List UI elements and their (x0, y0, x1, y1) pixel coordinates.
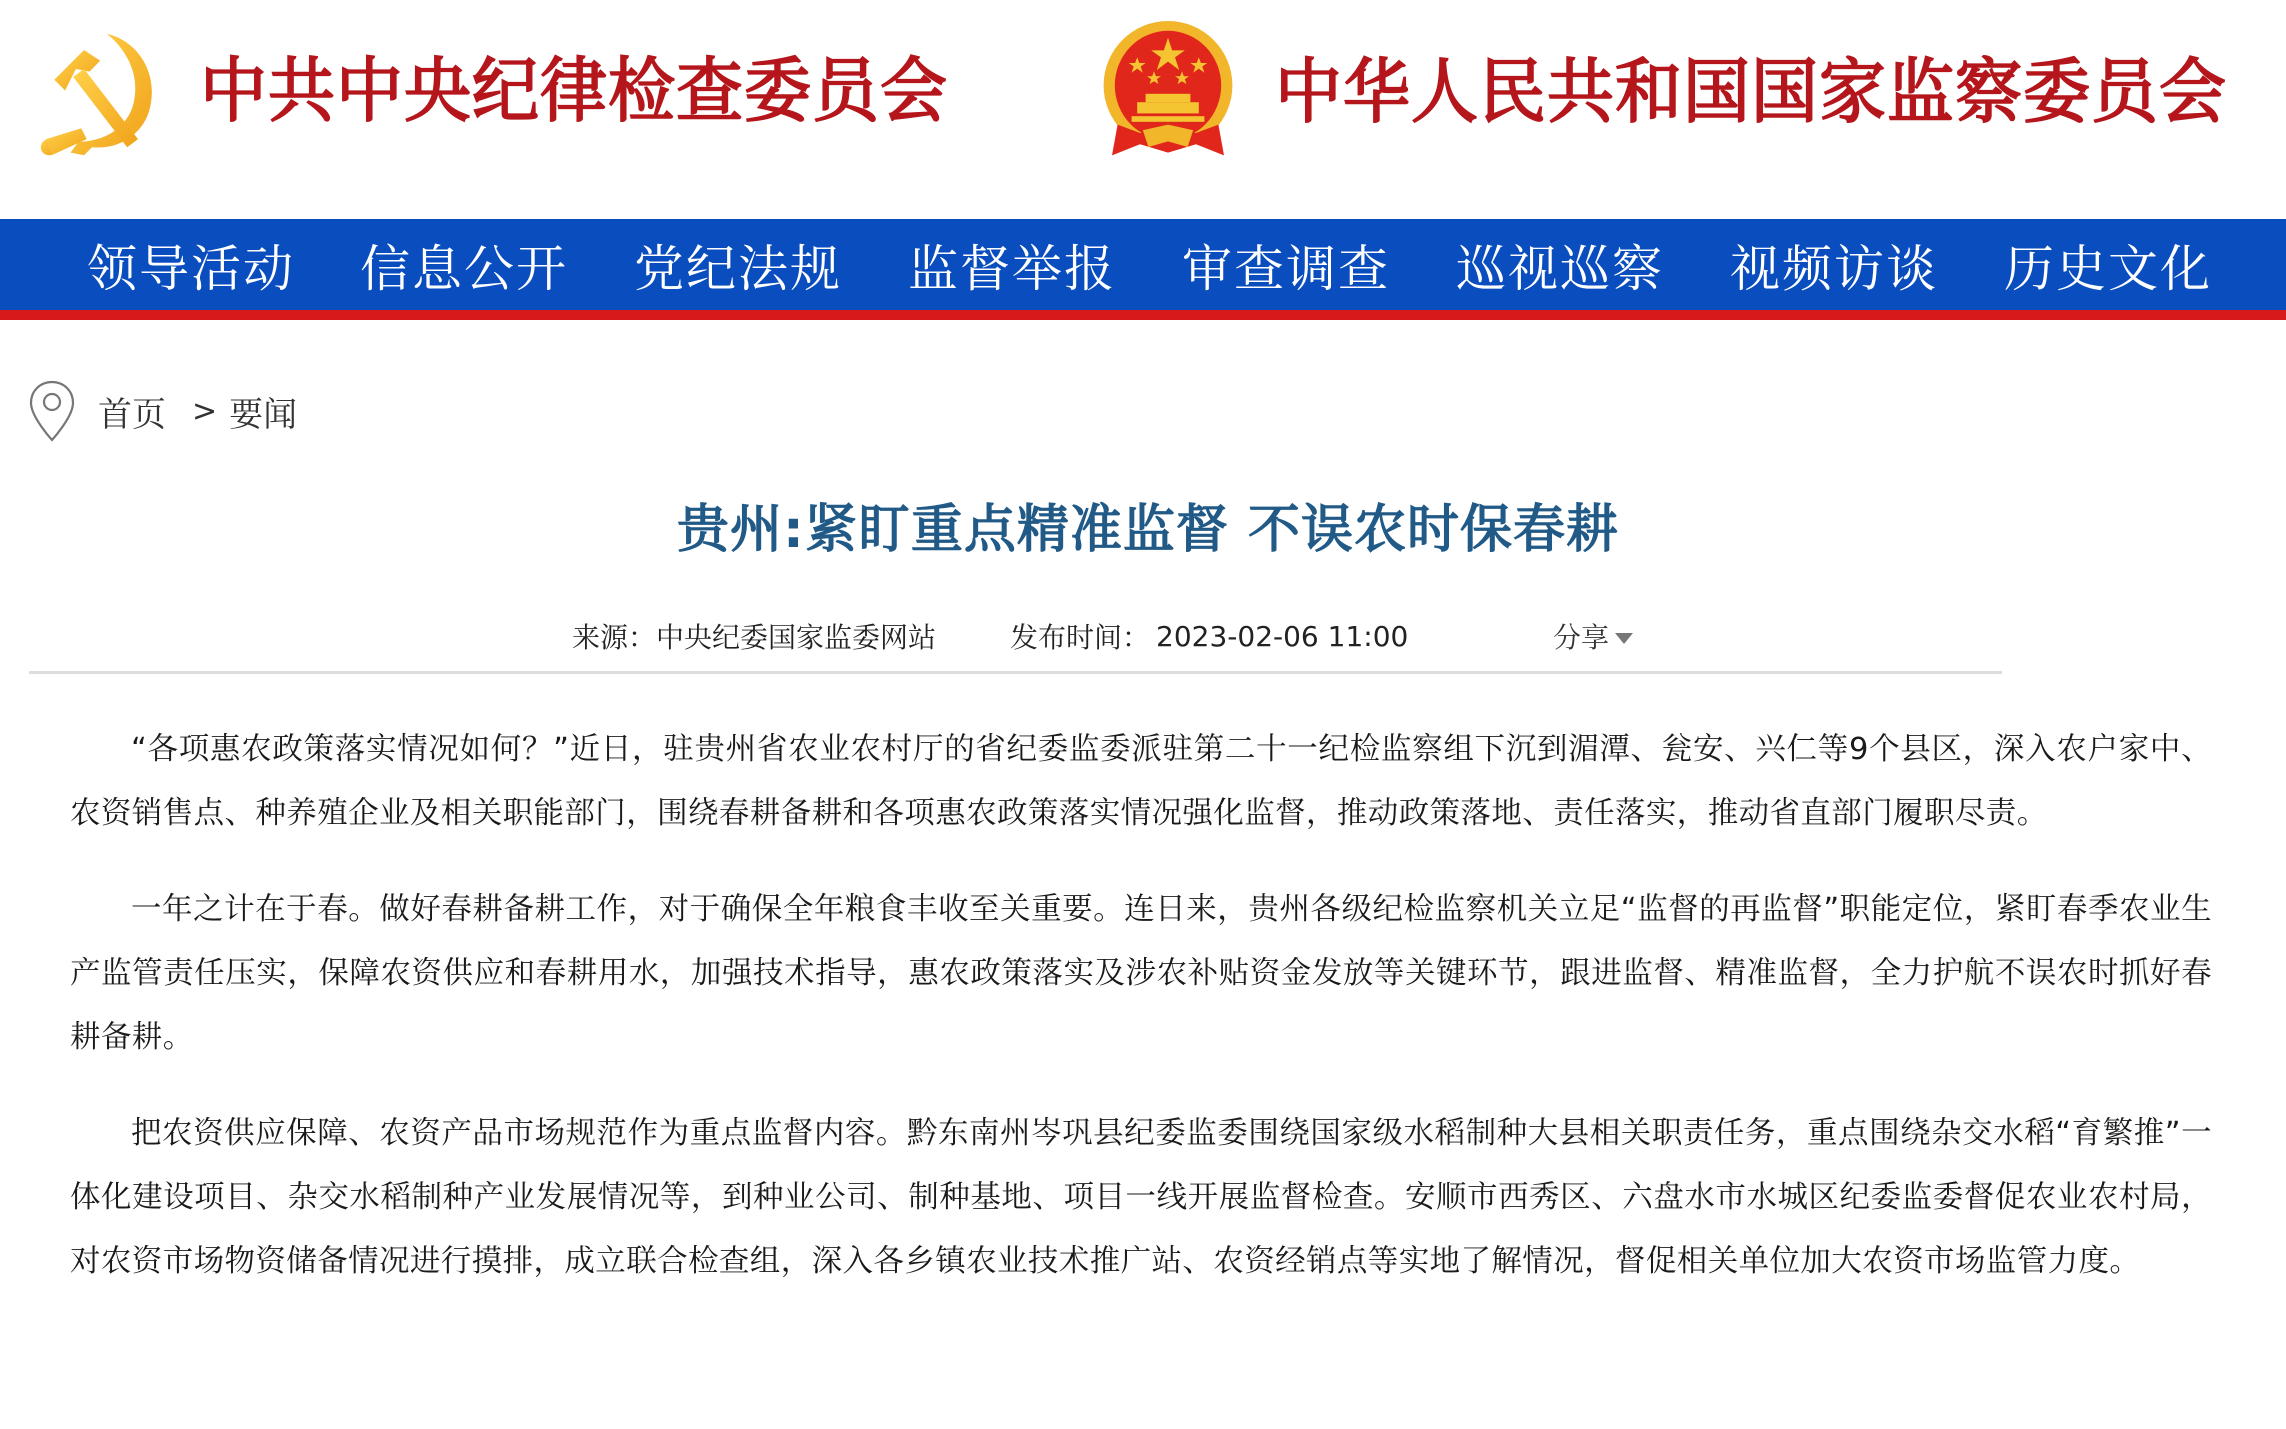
ccdi-brand[interactable] (30, 20, 948, 160)
breadcrumb (28, 378, 297, 444)
nsc-title: 中华人民共和国国家监察委员会 (1275, 49, 2227, 133)
breadcrumb-news[interactable]: 要闻 (229, 394, 298, 435)
nav-item-video[interactable]: 视频访谈 (1730, 239, 1938, 298)
main-nav (0, 219, 2286, 310)
nav-item-investigation[interactable]: 审查调查 (1182, 239, 1390, 298)
ccdi-title: 中共中央纪律检查委员会 (200, 48, 948, 132)
article-body (70, 718, 2212, 1326)
header-divider (29, 671, 2002, 674)
nsc-brand[interactable] (1098, 18, 2227, 164)
party-emblem-icon (30, 23, 165, 158)
site-header (0, 0, 2286, 219)
nav-accent-bar (0, 310, 2286, 320)
article-source (572, 614, 936, 658)
location-pin-icon (28, 380, 76, 442)
date-value: 2023-02-06 11:00 (1156, 619, 1409, 653)
caret-down-icon (1615, 633, 1633, 644)
nav-item-regulations[interactable]: 党纪法规 (634, 239, 842, 298)
paragraph: 把农资供应保障、农资产品市场规范作为重点监督内容。黔东南州岑巩县纪委监委围绕国家级水稻制种大县相关职责任务，重点围绕杂交水稻“育繁推”一体化建设项目、杂交水稻制种产业发展情况等，到种业公司、制种基地、项目一线开展监督检查。安顺市西秀区、六盘水市水城区纪委监委督促农业农村局，对农资市场物资储备情况进行摸排，成立联合检查组，深入各乡镇农业技术推广站、农资经销点等实地了解情况，督促相关单位加大农资市场监管力度。 (70, 1116, 2212, 1279)
paragraph: 一年之计在于春。做好春耕备耕工作，对于确保全年粮食丰收至关重要。连日来，贵州各级纪检监察机关立足“监督的再监督”职能定位，紧盯春季农业生产监管责任压实，保障农资供应和春耕用水，加强技术指导，惠农政策落实及涉农补贴资金发放等关键环节，跟进监督、精准监督，全力护航不误农时抓好春耕备耕。 (70, 892, 2212, 1055)
nav-item-leadership[interactable]: 领导活动 (87, 239, 295, 298)
nav-item-report[interactable]: 监督举报 (908, 239, 1116, 298)
breadcrumb-separator: > (192, 393, 218, 429)
share-button[interactable] (1553, 614, 1633, 658)
nav-item-info-disclosure[interactable]: 信息公开 (360, 239, 568, 298)
nav-item-inspection[interactable]: 巡视巡察 (1456, 239, 1664, 298)
source-value: 中央纪委国家监委网站 (656, 621, 937, 654)
source-label: 来源： (572, 621, 657, 654)
share-label: 分享 (1553, 621, 1610, 654)
article-date (1010, 614, 1408, 658)
breadcrumb-home[interactable]: 首页 (98, 394, 166, 435)
nav-item-history[interactable]: 历史文化 (2004, 239, 2212, 298)
date-label: 发布时间： (1010, 621, 1151, 654)
article-title: 贵州:紧盯重点精准监督 不误农时保春耕 (677, 500, 1619, 560)
paragraph: “各项惠农政策落实情况如何？”近日，驻贵州省农业农村厅的省纪委监委派驻第二十一纪检监察组下沉到湄潭、瓮安、兴仁等9个县区，深入农户家中、农资销售点、种养殖企业及相关职能部门，围绕春耕备耕和各项惠农政策落实情况强化监督，推动政策落地、责任落实，推动省直部门履职尽责。 (70, 732, 2212, 831)
national-emblem-icon (1098, 18, 1238, 164)
